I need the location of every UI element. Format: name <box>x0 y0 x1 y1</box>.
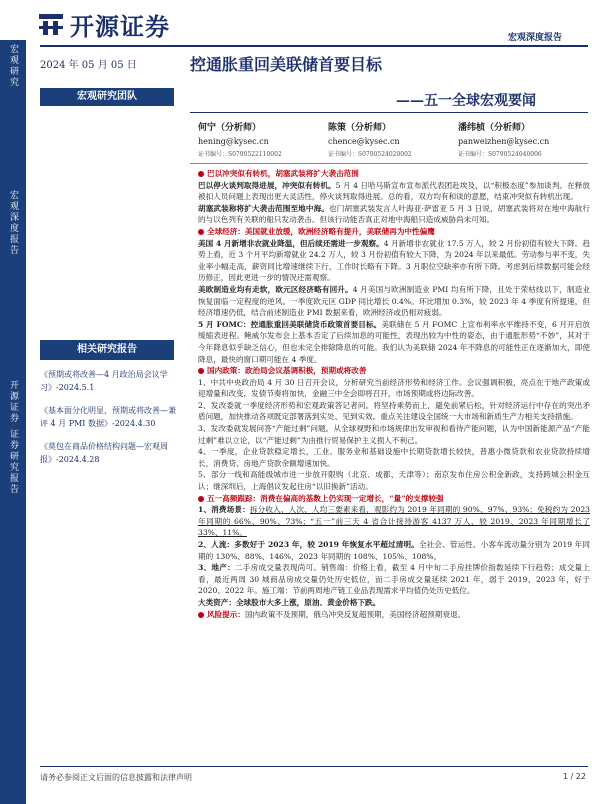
header-rule <box>40 45 588 47</box>
related-research-title: 相关研究报告 <box>40 340 174 360</box>
report-body <box>198 168 590 620</box>
analyst-card <box>458 122 549 161</box>
section-heading-3: 国内政策：政治局会议基调积极，预期或将改善 <box>198 365 590 377</box>
analyst-email[interactable]: panweizhen@kysec.cn <box>458 137 550 146</box>
analyst-email[interactable]: chence@kysec.cn <box>328 137 400 146</box>
section-heading-2: 全球经济：美国就业放缓，欧洲经济略有提升，美联储再为中性偏鹰 <box>198 226 590 238</box>
paragraph: 美国 4 月新增非农就业降温，但后续还需进一步观察。4 月新增非农就业 17.5 万人，较 2 月份初值有较大下降。趋势上看，近 3 个月平均新增就业 24.2 万人，较 3 月份初值有较大下降，为 2024 年以来最低。劳动参与率不变，失业率小幅走高，薪资同比增速继续下行，工作时长略有下降。3 月职位空缺率亦有所下降。考虑到后续数据可能会经历修正，因此更进一步的情况还需观察。 <box>198 238 590 283</box>
bullet-icon <box>198 229 204 235</box>
analyst-name: 潘纬桢（分析师） <box>458 123 531 133</box>
risk-note: 风险提示：国内政策不及预期，俄乌冲突反复超预期，美国经济超预期衰退。 <box>198 609 590 621</box>
page-title: 控通胀重回美联储首要目标 <box>190 55 383 74</box>
analyst-cert: 证书编号：S0790524040006 <box>458 151 542 158</box>
list-item: 5、部分一线和高能级城市进一步放开限购（北京、成都、天津等）；南京发布住房公积金新政，支持跨城公积金互认；继深圳后，上海倡议发起住房“以旧换新”活动。 <box>198 470 590 492</box>
section-heading-4: 五一高频跟踪：消费在偏高的基数上仍实现一定增长，“量”的支撑较强 <box>198 493 590 505</box>
list-item: 3、发改委就发展问答“产能过剩”问题。从全球视野和市场规律出发审视和看待产能问题，认为中国新能源产品“产能过剩”难以立论，以“产能过剩”为由推行贸易保护主义损人不利己。 <box>198 424 590 445</box>
team-label: 宏观研究团队 <box>40 88 174 106</box>
analyst-rule <box>190 163 588 164</box>
page-number: 1 / 22 <box>562 772 586 781</box>
brand-name: 开源证券 <box>70 12 170 41</box>
analyst-card <box>328 122 412 161</box>
bullet-icon <box>198 612 204 618</box>
analyst-email[interactable]: hening@kysec.cn <box>198 137 269 146</box>
bullet-icon <box>198 496 204 502</box>
paragraph: 2、人流：多数好于 2023 年，较 2019 年恢复水平超过清明。全社会、管运性、小客车流动量分别为 2019 年同期的 130%、88%、146%，2023 年同期的 108%、105%、108%。 <box>198 540 590 561</box>
page-subtitle: ——五一全球宏观要闻 <box>396 93 536 109</box>
paragraph: 美欧制造业均有走软，欧元区经济略有回升。4 月美国与欧洲制造业 PMI 均有所下降，且处于荣枯线以下，制造业恢复面临一定程度的逆风。一季度欧元区 GDP 同比增长 0.4%。环比增加 0.3%，较 2023 年 4 季度有所提速，但经济增速仍低，结合前述制造业 PMI 数据来看，欧洲经济或仍相对疲弱。 <box>198 284 590 318</box>
list-item: 2、发改委就一季度经济形势和宏观政策答记者问。将坚持乘势而上，避免前紧后松，针对经济运行中存在的突出矛盾问题，加快推动各项既定部署落到实处、见到实效。重点关注建设全国统一大市场和新质生产力相关支持措施。 <box>198 400 590 422</box>
analyst-cert: 证书编号：S0790522110002 <box>198 151 282 158</box>
paragraph: 胡塞武装称将扩大袭击范围至地中海。也门胡塞武装发言人叶海亚·萨雷亚 5 月 3 日说，胡塞武装将对在地中海航行的与以色列有关联的船只发动袭击。但该行动能否真正对地中海船只造成威胁尚未可知。 <box>198 203 590 225</box>
strip-label-middle: 宏观深度报告 <box>8 190 18 256</box>
footer-rule <box>40 766 588 767</box>
related-report-3[interactable]: 《莫包在商品价格结构问题—宏观周报》-2024.4.28 <box>40 442 168 464</box>
strip-label-bottom: 开源证券 证券研究报告 <box>8 380 18 495</box>
footer-disclaimer: 请务必参阅正文后面的信息披露和法律声明 <box>40 773 192 782</box>
paragraph: 1、消费场景：拆分收入、人次、人均三要素来看，观影约为 2019 年同期的 90%、97%、93%；免税约为 2023 年同期的 66%、90%、73%；“五一”前三天 4 省合计接待游客 4137 万人，较 2019、2023 年同期增长了 33%、11%。 <box>198 505 590 538</box>
analyst-name: 陈策（分析师） <box>328 123 392 133</box>
paragraph: 3、地产：二手房成交量表现尚可。销售端：价格上看，截至 4 月中旬二手房挂牌价指数延续下行趋势；成交量上看，最近两周 30 城商品房成交量仍处历史低位，而二手房成交量延续 2021 年，弱于 2019、2023 年，好于 2020、2022 年。施工端：节前两周地产链工业品表现需求平均值仍处历史低位。 <box>198 563 590 596</box>
strip-label-top: 宏观研究 <box>8 44 18 88</box>
analyst-card <box>198 122 282 161</box>
analyst-name: 何宁（分析师） <box>198 123 262 133</box>
section-heading-1: 巴以冲突似有转机，胡塞武装将扩大袭击范围 <box>198 168 590 180</box>
report-date: 2024 年 05 月 05 日 <box>40 60 137 71</box>
logo-mark-icon <box>38 11 64 37</box>
paragraph: 5 月 FOMC：控通胀重回美联储货币政策首要目标。美联储在 5 月 FOMC 上宣布利率水平维持不变，6 月开启放缓缩表进程。鲍威尔发布会上基本否定了后续加息的可能性，表现出较为中性的姿态，由于通胀形势“不妙”，其对于今年降息似乎缺乏信心，但也未完全排除降息的可能。我们认为美联储 2024 年不降息的可能性正在逐渐加大，即使降息，最快的窗口期可能在 4 季度。 <box>198 319 590 364</box>
analyst-cert: 证书编号：S0790524020002 <box>328 151 412 158</box>
title-rule <box>190 112 588 113</box>
bullet-icon <box>198 171 204 177</box>
list-item: 1、中共中央政治局 4 月 30 日召开会议，分析研究当前经济形势和经济工作。会议强调积极，亮点在于地产政策或迎增量和改变，发债节奏将加快，金融三中全会即将召开，市场预期或将边际改善。 <box>198 377 590 399</box>
related-report-1[interactable]: 《预期或将改善—4 月政治局会议学习》-2024.5.1 <box>40 370 168 392</box>
paragraph: 巴以停火谈判取得进展，冲突似有转机。5 月 4 日哈马斯宣布宣布派代表团赴埃及，以“积极态度”参加谈判。在释放被扣人员问题上表现出更大灵活性，停火谈判取得进展。总的看，双方均有和谈的意愿，结束冲突似有转机出现。 <box>198 180 590 202</box>
paragraph: 大类资产：全球股市大多上涨，原油、黄金价格下跌。 <box>198 597 381 607</box>
related-report-2[interactable]: 《基本面分化明显，预期或将改善—兼评 4 月 PMI 数据》-2024.4.30 <box>40 406 176 428</box>
report-type: 宏观深度报告 <box>507 33 562 43</box>
brand-logo <box>38 10 170 41</box>
bullet-icon <box>198 368 204 374</box>
list-item: 4、一季度，企业贷款稳定增长，工业、服务业和基础设施中长期贷款增长较快，普惠小微贷款和农业贷款持续增长，消费贷、房地产贷款余额增速加快。 <box>198 447 590 468</box>
